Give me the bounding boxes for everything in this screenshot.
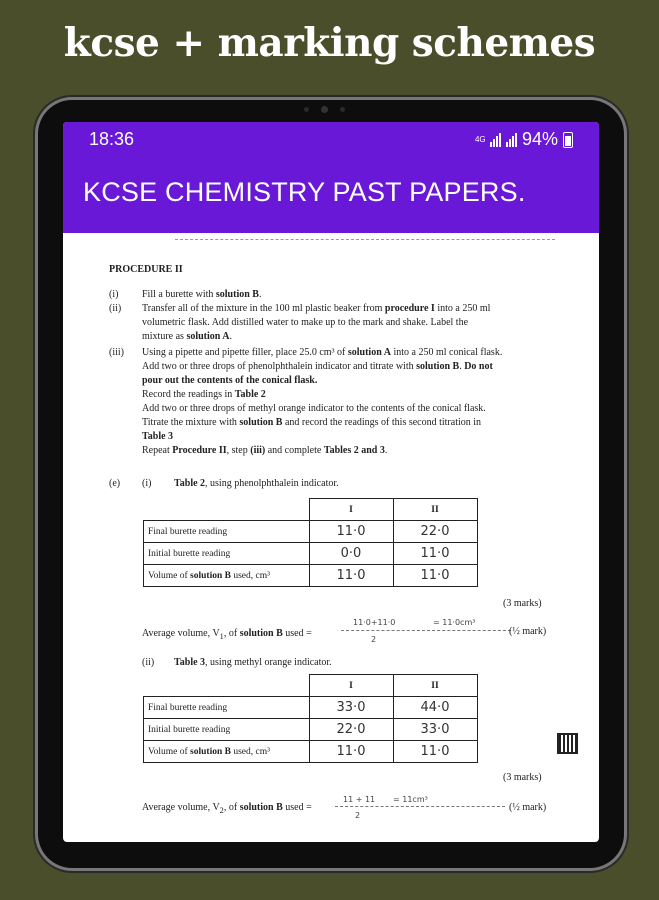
table-row xyxy=(144,719,478,741)
cell-value: 22·0 xyxy=(393,521,477,543)
step-text: Repeat Procedure II, step (iii) and complete Tables 2 and 3. xyxy=(142,445,388,456)
hw-numerator: 11·0+11·0 xyxy=(353,618,396,627)
status-icons xyxy=(475,129,573,150)
sub-label: (i) xyxy=(142,478,152,489)
hw-denominator: 2 xyxy=(355,811,361,820)
signal-icon xyxy=(490,133,501,147)
cell-value: 11·0 xyxy=(393,543,477,565)
step-text: Fill a burette with solution B. xyxy=(142,289,262,300)
hw-numerator: 11 + 11 xyxy=(343,795,376,804)
sensor-dot xyxy=(340,107,345,112)
screen xyxy=(63,122,599,842)
step-text: Using a pipette and pipette filler, place 25.0 cm³ of solution A into a 250 ml conical flask. xyxy=(142,347,503,358)
status-bar xyxy=(63,122,599,155)
hw-result: = 11cm³ xyxy=(393,795,428,804)
cell-value: 11·0 xyxy=(309,565,393,587)
step-text: Transfer all of the mixture in the 100 ml plastic beaker from procedure I into a 250 ml xyxy=(142,303,491,314)
cell-value: 11·0 xyxy=(393,741,477,763)
step-text: Record the readings in Table 2 xyxy=(142,389,266,400)
cell-value: 44·0 xyxy=(393,697,477,719)
answer-line xyxy=(341,630,511,631)
table3 xyxy=(143,674,478,763)
cell-value: 33·0 xyxy=(309,697,393,719)
step-number: (ii) xyxy=(109,303,122,314)
row-label: Volume of solution B used, cm³ xyxy=(144,741,310,763)
procedure-title: PROCEDURE II xyxy=(109,264,183,275)
table-row xyxy=(144,697,478,719)
cell-value: 22·0 xyxy=(309,719,393,741)
divider xyxy=(175,239,555,240)
table-row xyxy=(144,521,478,543)
row-label: Initial burette reading xyxy=(144,543,310,565)
app-bar xyxy=(63,155,599,233)
step-text: mixture as solution A. xyxy=(142,331,233,342)
step-text: Add two or three drops of methyl orange indicator to the contents of the conical flask. xyxy=(142,403,486,414)
step-number: (iii) xyxy=(109,347,124,358)
row-label: Final burette reading xyxy=(144,521,310,543)
qr-code-icon xyxy=(557,733,578,754)
cell-value: 33·0 xyxy=(393,719,477,741)
marks-label: (3 marks) xyxy=(503,598,542,609)
step-text: pour out the contents of the conical flask. xyxy=(142,375,318,386)
row-label: Final burette reading xyxy=(144,697,310,719)
marks-label: (3 marks) xyxy=(503,772,542,783)
part-label: (e) xyxy=(109,478,121,489)
table-row xyxy=(144,565,478,587)
table-header-row xyxy=(144,499,478,521)
table2 xyxy=(143,498,478,587)
app-title: KCSE CHEMISTRY PAST PAPERS. xyxy=(83,177,526,207)
battery-level: 94% xyxy=(521,129,558,149)
table-header-row xyxy=(144,675,478,697)
hw-result: = 11·0cm³ xyxy=(433,618,476,627)
cell-value: 11·0 xyxy=(393,565,477,587)
table-header: I xyxy=(309,499,393,521)
marks-label: (½ mark) xyxy=(509,626,547,637)
network-type: 4G xyxy=(474,134,486,144)
step-text: Table 3 xyxy=(142,431,174,442)
marks-label: (½ mark) xyxy=(509,802,547,813)
table-row xyxy=(144,543,478,565)
average-volume-2: Average volume, $V_2$, of solution B used = xyxy=(142,802,312,815)
front-camera xyxy=(321,106,328,113)
table-header: I xyxy=(309,675,393,697)
step-text: Titrate the mixture with solution B and record the readings of this second titration in xyxy=(142,417,482,428)
average-volume-1: Average volume, $V_1$, of solution B used = xyxy=(142,628,312,641)
cell-value: 11·0 xyxy=(309,741,393,763)
step-number: (i) xyxy=(109,289,119,300)
cell-value: 11·0 xyxy=(309,521,393,543)
cell-value: 0·0 xyxy=(309,543,393,565)
document-page[interactable] xyxy=(63,233,599,842)
step-text: Add two or three drops of phenolphthalein indicator and titrate with solution B. Do not xyxy=(142,361,493,372)
table-row xyxy=(144,741,478,763)
row-label: Initial burette reading xyxy=(144,719,310,741)
table-header: II xyxy=(393,675,477,697)
table-header: II xyxy=(393,499,477,521)
sub-label: (ii) xyxy=(142,657,155,668)
battery-icon xyxy=(563,132,573,148)
tablet-frame xyxy=(38,100,624,868)
status-time: 18:36 xyxy=(89,129,135,149)
promo-title: kcse + marking schemes xyxy=(63,20,596,66)
table2-caption: Table 2, using phenolphthalein indicator. xyxy=(174,478,339,489)
row-label: Volume of solution B used, cm³ xyxy=(144,565,310,587)
signal-icon xyxy=(506,133,517,147)
table3-caption: Table 3, using methyl orange indicator. xyxy=(174,657,332,668)
step-text: volumetric flask. Add distilled water to make up to the mark and shake. Label the xyxy=(142,317,469,328)
sensor-dot xyxy=(304,107,309,112)
hw-denominator: 2 xyxy=(371,635,377,644)
